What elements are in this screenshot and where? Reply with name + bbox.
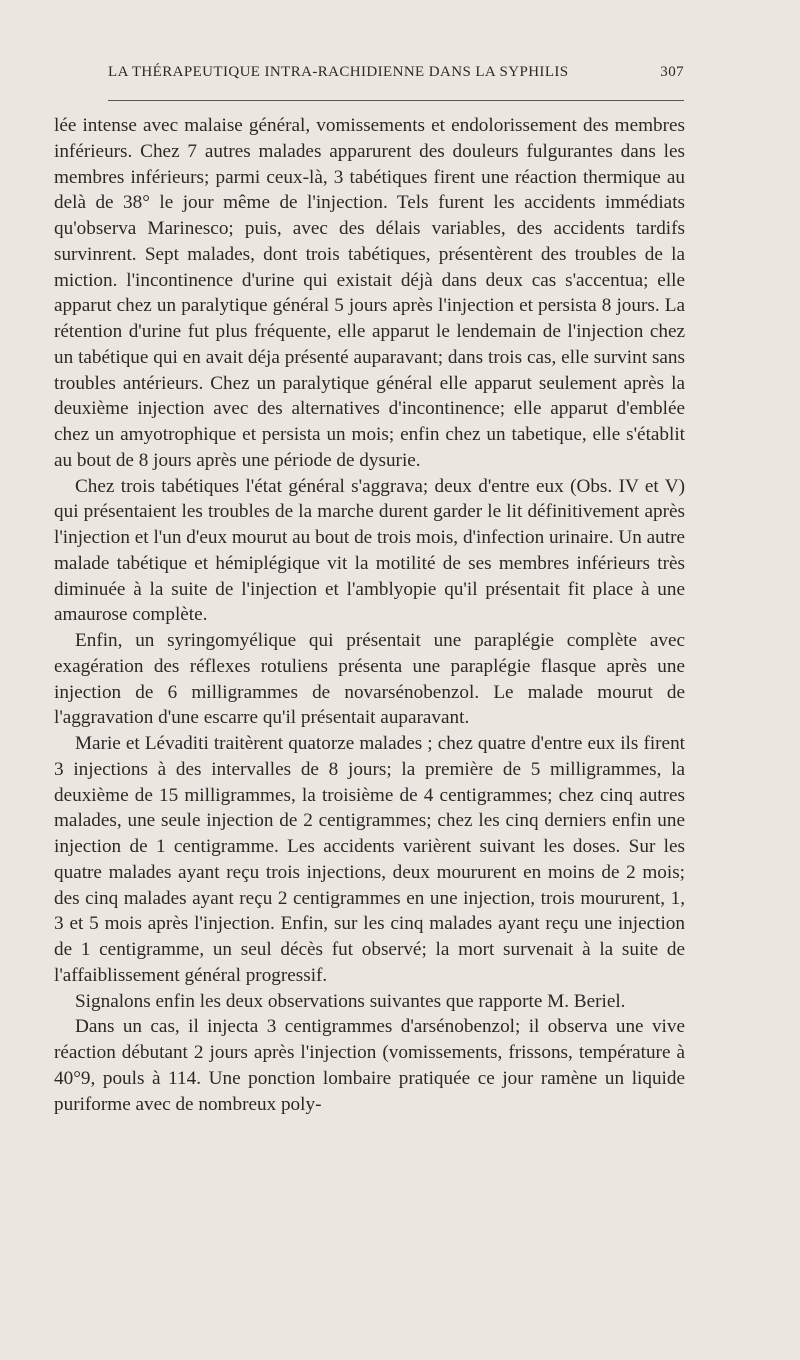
header-rule: [108, 100, 684, 101]
running-title: LA THÉRAPEUTIQUE INTRA-RACHIDIENNE DANS LA SYPHILIS: [108, 64, 569, 80]
paragraph-1: lée intense avec malaise général, vomissements et endolorissement des membres inférieurs. Chez 7 autres malades apparurent des douleurs fulgurantes dans les membres inférieurs; parmi ceux-là, 3 tabétiques firent une réaction thermique au delà de 38° le jour même de l'injection. Tels furent les accidents immédiats qu'observa Marinesco; puis, avec des délais variables, des accidents tardifs survinrent. Sept malades, dont trois tabétiques, présentèrent des troubles de la miction. l'incontinence d'urine qui existait déjà dans deux cas s'accentua; elle apparut chez un paralytique général 5 jours après l'injection et persista 8 jours. La rétention d'urine fut plus fréquente, elle apparut le lendemain de l'injection chez un tabétique qui en avait déja présenté auparavant; dans trois cas, elle survint sans troubles antérieurs. Chez un paralytique général elle apparut seulement après la deuxième injection avec des alternatives d'incontinence; elle apparut d'emblée chez un amyotrophique et persista un mois; enfin chez un tabetique, elle s'établit au bout de 8 jours après une période de dysurie.: [54, 115, 685, 471]
paragraph-2: Chez trois tabétiques l'état général s'aggrava; deux d'entre eux (Obs. IV et V) qui présentaient les troubles de la marche durent garder le lit définitivement après l'injection et l'un d'eux mourut au bout de trois mois, d'infection urinaire. Un autre malade tabétique et hémiplégique vit la motilité de ses membres inférieurs très diminuée à la suite de l'injection et l'amblyopie qu'il présentait fit place à une amaurose complète.: [54, 475, 685, 626]
paragraph-5: Signalons enfin les deux observations suivantes que rapporte M. Beriel.: [75, 990, 626, 1012]
body-text: [54, 113, 685, 1117]
paragraph-6: Dans un cas, il injecta 3 centigrammes d'arsénobenzol; il observa une vive réaction débutant 2 jours après l'injection (vomissements, frissons, température à 40°9, pouls à 114. Une ponction lombaire pratiquée ce jour ramène un liquide puriforme avec de nombreux poly-: [54, 1016, 685, 1115]
paragraph-3: Enfin, un syringomyélique qui présentait une paraplégie complète avec exagération des réflexes rotuliens présenta une paraplégie flasque après une injection de 6 milligrammes de novarsénobenzol. Le malade mourut de l'aggravation d'une escarre qu'il présentait auparavant.: [54, 630, 685, 729]
running-header: [108, 64, 684, 81]
page-number: 307: [660, 64, 684, 80]
paragraph-4: Marie et Lévaditi traitèrent quatorze malades ; chez quatre d'entre eux ils firent 3 injections à des intervalles de 8 jours; la première de 5 milligrammes, la deuxième de 15 milligrammes, la troisième de 4 centigrammes; chez cinq autres malades, une seule injection de 2 centigrammes; chez les cinq derniers enfin une injection de 1 centigramme. Les accidents varièrent suivant les doses. Sur les quatre malades ayant reçu trois injections, deux moururent en moins de 2 mois; des cinq malades ayant reçu 2 centigrammes en une injection, trois moururent, 1, 3 et 5 mois après l'injection. Enfin, sur les cinq malades ayant reçu une injection de 1 centigramme, un seul décès fut observé; la mort survenait à la suite de l'affaiblissement général progressif.: [54, 733, 685, 986]
